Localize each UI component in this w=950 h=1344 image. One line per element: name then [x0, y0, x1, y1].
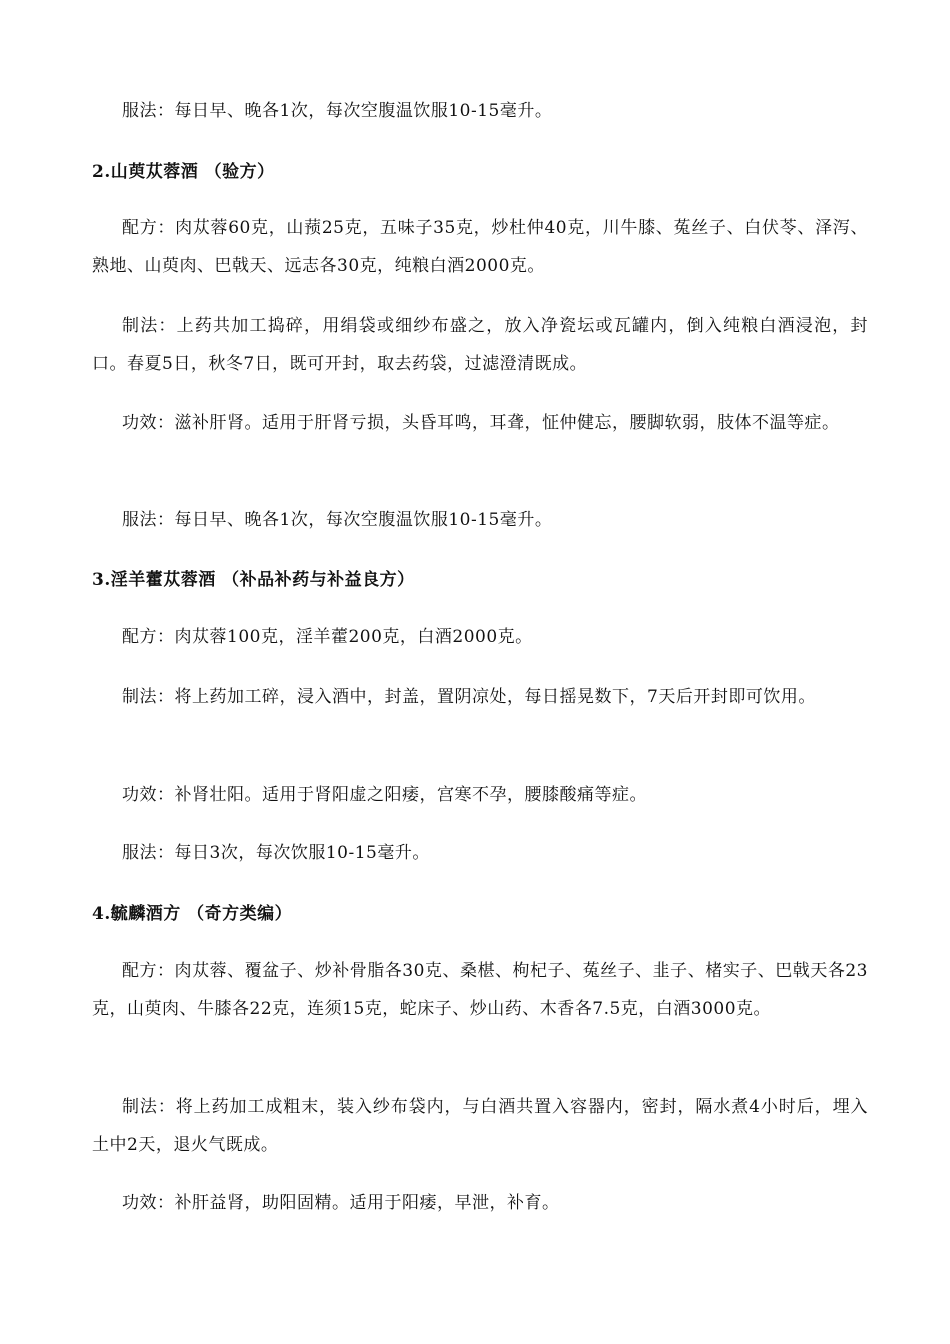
recipe-2-formula: 配方：肉苁蓉60克，山蓣25克，五味子35克，炒杜仲40克，川牛膝、菟丝子、白伏苓、泽泻、熟地、山萸肉、巴戟天、远志各30克，纯粮白酒2000克。 — [92, 218, 868, 276]
recipe-3-method: 制法：将上药加工碎，浸入酒中，封盖，置阴凉处，每日摇晃数下，7天后开封即可饮用。 — [122, 687, 816, 707]
intro-usage-paragraph: 服法：每日早、晚各1次，每次空腹温饮服10-15毫升。 — [122, 101, 553, 121]
recipe-3-usage: 服法：每日3次，每次饮服10-15毫升。 — [122, 843, 430, 863]
recipe-4-heading: 4.毓麟酒方 （奇方类编） — [92, 904, 293, 924]
recipe-4-method: 制法：将上药加工成粗末，装入纱布袋内，与白酒共置入容器内，密封，隔水煮4小时后，埋入土中2天，退火气既成。 — [92, 1097, 868, 1155]
recipe-2-method: 制法：上药共加工捣碎，用绢袋或细纱布盛之，放入净瓷坛或瓦罐内，倒入纯粮白酒浸泡，封口。春夏5日，秋冬7日，既可开封，取去药袋，过滤澄清既成。 — [92, 316, 868, 374]
recipe-2-heading: 2.山萸苁蓉酒 （验方） — [92, 162, 275, 182]
recipe-2-effect: 功效：滋补肝肾。适用于肝肾亏损，头昏耳鸣，耳聋，怔仲健忘，腰脚软弱，肢体不温等症。 — [122, 413, 840, 433]
recipe-3-heading: 3.淫羊藿苁蓉酒 （补品补药与补益良方） — [92, 570, 415, 590]
recipe-4-effect: 功效：补肝益肾，助阳固精。适用于阳痿，早泄，补育。 — [122, 1193, 560, 1213]
recipe-3-effect: 功效：补肾壮阳。适用于肾阳虚之阳痿，宫寒不孕，腰膝酸痛等症。 — [122, 785, 647, 805]
recipe-2-usage: 服法：每日早、晚各1次，每次空腹温饮服10-15毫升。 — [122, 510, 553, 530]
recipe-4-formula: 配方：肉苁蓉、覆盆子、炒补骨脂各30克、桑椹、枸杞子、菟丝子、韭子、楮实子、巴戟天各23克，山萸肉、牛膝各22克，连须15克，蛇床子、炒山药、木香各7.5克，白酒3000克。 — [92, 961, 868, 1019]
recipe-3-formula: 配方：肉苁蓉100克，淫羊藿200克，白酒2000克。 — [122, 627, 533, 647]
